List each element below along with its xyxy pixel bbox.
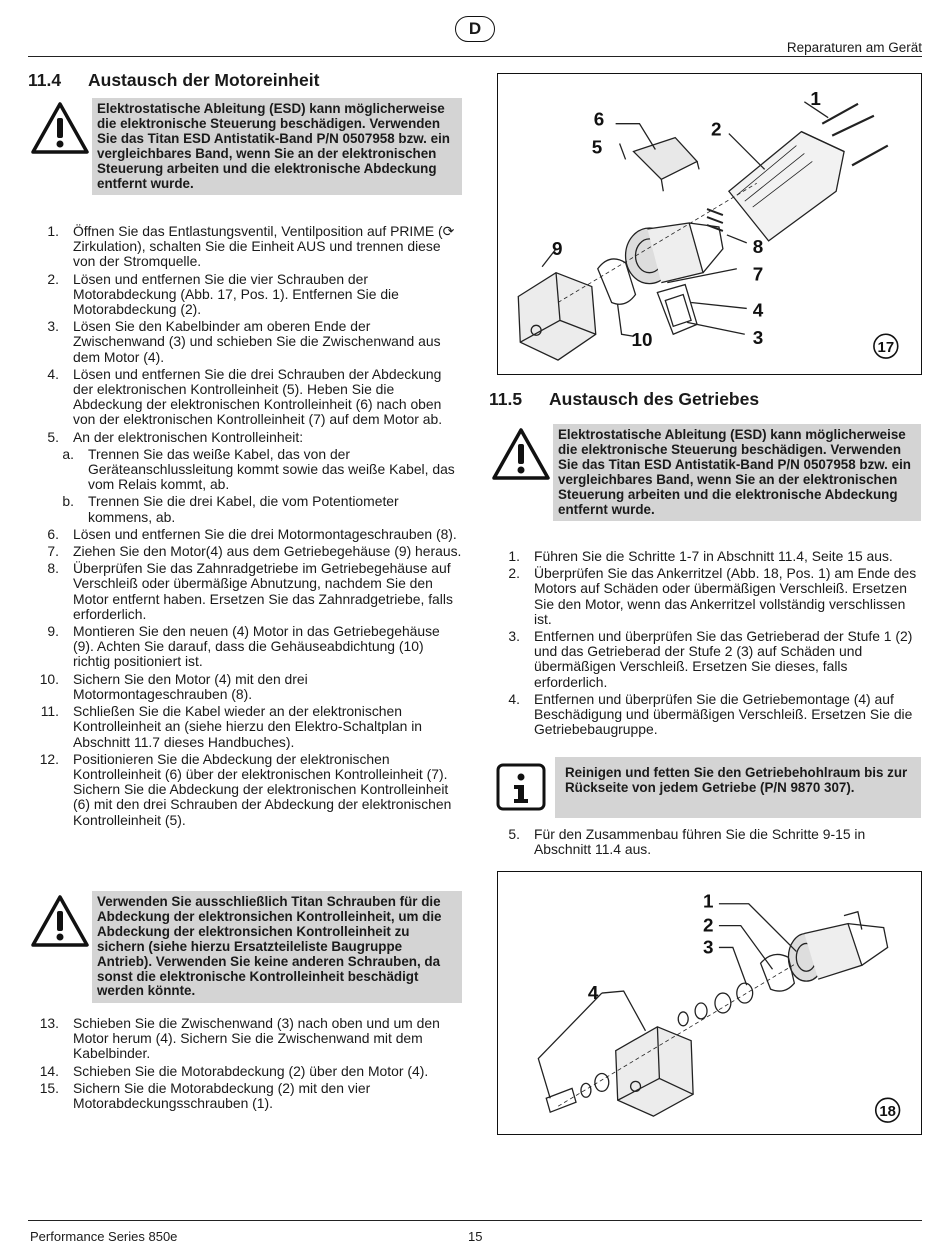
step-number: 14. xyxy=(39,1062,59,1079)
step-item xyxy=(28,624,464,670)
section-11-4-steps xyxy=(28,224,464,830)
step-item xyxy=(489,629,923,690)
info-icon xyxy=(495,757,555,818)
footer-divider xyxy=(28,1220,922,1221)
step-text: Entfernen und überprüfen Sie die Getriebemontage (4) auf Beschädigung und übermäßigen Verschleiß. Ersetzen Sie die Getriebebaugruppe. xyxy=(534,690,913,738)
step-item xyxy=(28,704,464,750)
step-item xyxy=(28,1081,464,1111)
step-number: 13. xyxy=(39,1015,59,1031)
step-text: Öffnen Sie das Entlastungsventil, Ventilposition auf PRIME (⟳ Zirkulation), schalten Sie die Einheit AUS und trennen diese von der Stromquelle. xyxy=(73,223,455,270)
step-item xyxy=(28,319,464,365)
step-number: 6. xyxy=(47,525,59,542)
step-number: 2. xyxy=(47,270,59,287)
language-badge: D xyxy=(455,16,495,42)
warning-text: Elektrostatische Ableitung (ESD) kann möglicherweise die elektronische Steuerung beschädigen. Verwenden Sie das Titan ESD Antistatik-Band P/N 0507958 bzw. ein vergleichbares Band, wenn Sie an der elektronischen Steuerung arbeiten und die elektronische Abdeckung entfernt wurde. xyxy=(553,424,921,521)
fig17-callout-1: 1 xyxy=(810,87,821,109)
step-text: Schieben Sie die Motorabdeckung (2) über den Motor (4). xyxy=(73,1062,429,1079)
step-text: Trennen Sie die drei Kabel, die vom Potentiometer kommens, ab. xyxy=(88,493,399,525)
figure-18-drawing xyxy=(498,872,921,1134)
step-number: 4. xyxy=(47,365,59,382)
step-number: 5. xyxy=(47,428,59,445)
section-title: Austausch der Motoreinheit xyxy=(88,70,320,90)
section-11-5-heading xyxy=(489,389,759,410)
fig17-callout-9: 9 xyxy=(552,237,563,259)
step-item xyxy=(28,367,464,428)
step-item xyxy=(489,566,923,627)
warning-icon xyxy=(489,424,553,521)
figure-17-motor-exploded-view xyxy=(497,73,922,375)
step-text: Entfernen und überprüfen Sie das Getrieberad der Stufe 1 (2) und das Getrieberad der Stufe 2 (3) auf Schäden und übermäßigen Verschleiß. Ersetzen Sie dieses, falls erforderlich. xyxy=(534,628,913,690)
fig17-callout-4: 4 xyxy=(752,299,764,321)
footer-product-name: Performance Series 850e xyxy=(30,1229,178,1244)
step-text: Führen Sie die Schritte 1-7 in Abschnitt 11.4, Seite 15 aus. xyxy=(534,548,893,564)
step-item xyxy=(489,692,923,738)
step-number: 4. xyxy=(508,690,520,707)
step-text: Überprüfen Sie das Ankerritzel (Abb. 18, Pos. 1) am Ende des Motors auf Schäden oder übermäßigen Verschleiß. Ersetzen Sie den Motor, wenn das Ankerritzel vollständig verschlissen ist. xyxy=(534,565,917,627)
fig17-callout-6: 6 xyxy=(593,108,605,130)
step-item xyxy=(28,224,464,270)
step-number: 11. xyxy=(40,703,59,720)
step-text: Schließen Sie die Kabel wieder an der elektronischen Kontrolleinheit an (siehe hierzu den Elektro-Schaltplan in Abschnitt 11.7 dieses Handbuches). xyxy=(73,703,423,750)
step-text: Lösen und entfernen Sie die drei Schrauben der Abdeckung der elektronischen Kontrolleinheit (5). Heben Sie die Abdeckung der elektronischen Kontrolleinheit (6) nach oben von der elektronischen Kontrolleinheit (7) auf dem Motor ab. xyxy=(73,365,443,428)
esd-warning xyxy=(28,98,462,195)
step-number: 12. xyxy=(39,750,59,767)
info-note xyxy=(495,757,923,818)
step-text: Lösen Sie den Kabelbinder am oberen Ende der Zwischenwand (3) und schieben Sie die Zwischenwand aus dem Motor (4). xyxy=(73,318,441,365)
step-text: Ziehen Sie den Motor(4) aus dem Getriebegehäuse (9) heraus. xyxy=(73,543,462,560)
section-number: 11.5 xyxy=(489,389,523,409)
section-11-5-steps-continued xyxy=(489,827,923,859)
section-11-4-steps-continued xyxy=(28,1016,464,1113)
header-section-title: Reparaturen am Gerät xyxy=(786,40,922,55)
step-number: 1. xyxy=(47,223,59,239)
section-number: 11.4 xyxy=(28,70,62,90)
step-text: Montieren Sie den neuen (4) Motor in das Getriebegehäuse (9). Achten Sie darauf, dass die Gehäuseabdichtung (10) richtig positioniert ist. xyxy=(73,623,440,670)
step-item xyxy=(28,672,464,702)
step-item xyxy=(489,549,923,564)
step-item xyxy=(28,1016,464,1062)
step-text: An der elektronischen Kontrolleinheit: xyxy=(73,428,304,445)
fig17-callout-8: 8 xyxy=(752,235,764,257)
step-text: Überprüfen Sie das Zahnradgetriebe im Getriebegehäuse auf Verschleiß oder übermäßige Abnutzung, nachdem Sie den Motor entfernt haben. Ersetzen Sie das Zahnradgetriebe, falls erforderlich. xyxy=(73,560,453,622)
info-note-text: Reinigen und fetten Sie den Getriebehohlraum bis zur Rückseite von jedem Getriebe (P/N 9870 307). xyxy=(555,757,921,818)
fig17-callout-7: 7 xyxy=(752,263,764,285)
fig18-callout-3: 3 xyxy=(703,936,714,958)
step-number: 5. xyxy=(508,826,520,842)
step-number: 8. xyxy=(47,560,59,577)
figure-18-gear-exploded-view xyxy=(497,871,922,1135)
footer-page-number: 15 xyxy=(468,1229,483,1244)
step-number: 1. xyxy=(508,548,520,564)
section-title: Austausch des Getriebes xyxy=(549,389,760,409)
step-text: Lösen und entfernen Sie die drei Motormontageschrauben (8). xyxy=(73,525,457,542)
step-text: Trennen Sie das weiße Kabel, das von der Geräteanschlussleitung kommt sowie das weiße Kabel, das vom Relais kommt, ab. xyxy=(88,445,455,493)
step-number: 10. xyxy=(39,670,59,687)
step-item xyxy=(28,447,464,493)
step-text: Positionieren Sie die Abdeckung der elektronischen Kontrolleinheit (6) über der elektronischen Kontrolleinheit (7). Sichern Sie die Abdeckung der elektronischen Kontrolleinheit (6) mit den drei Schrauben der Abdeckung der elektronischen Kontrolleinheit (5). xyxy=(73,750,452,828)
step-text: Für den Zusammenbau führen Sie die Schritte 9-15 in Abschnitt 11.4 aus. xyxy=(534,826,866,858)
step-item xyxy=(28,527,464,542)
step-item xyxy=(28,561,464,622)
step-item xyxy=(489,827,923,857)
step-item xyxy=(28,752,464,828)
step-item xyxy=(28,1064,464,1079)
step-text: Lösen und entfernen Sie die vier Schrauben der Motorabdeckung (Abb. 17, Pos. 1). Entfernen Sie die Motorabdeckung (2). xyxy=(73,270,399,318)
step-number: 2. xyxy=(508,565,520,582)
warning-icon xyxy=(28,98,92,195)
fig17-callout-3: 3 xyxy=(752,327,764,349)
fig18-callout-2: 2 xyxy=(703,914,714,936)
esd-warning-2 xyxy=(489,424,923,521)
screw-warning xyxy=(28,891,462,1003)
section-11-4-heading xyxy=(28,70,319,91)
fig17-callout-5: 5 xyxy=(591,136,603,158)
step-text: Sichern Sie den Motor (4) mit den drei Motormontageschrauben (8). xyxy=(73,670,308,702)
step-number: 3. xyxy=(508,628,520,645)
step-item xyxy=(28,272,464,318)
fig18-callout-4: 4 xyxy=(587,982,599,1004)
step-number: 7. xyxy=(47,543,59,560)
warning-text: Elektrostatische Ableitung (ESD) kann möglicherweise die elektronische Steuerung beschädigen. Verwenden Sie das Titan ESD Antistatik-Band P/N 0507958 bzw. ein vergleichbares Band, wenn Sie an der elektronischen Steuerung arbeiten und die elektronische Abdeckung entfernt wurde. xyxy=(92,98,462,195)
step-text: Schieben Sie die Zwischenwand (3) nach oben und um den Motor herum (4). Sichern Sie die Zwischenwand mit dem Kabelbinder. xyxy=(73,1015,440,1062)
fig17-callout-2: 2 xyxy=(710,118,722,140)
step-item xyxy=(28,494,464,524)
step-number: a. xyxy=(62,445,74,462)
step-number: 15. xyxy=(39,1079,59,1096)
figure-17-number: 17 xyxy=(877,340,895,357)
fig18-callout-1: 1 xyxy=(703,890,714,912)
fig17-callout-10: 10 xyxy=(631,329,653,351)
step-number: b. xyxy=(62,493,74,510)
step-text: Sichern Sie die Motorabdeckung (2) mit den vier Motorabdeckungsschrauben (1). xyxy=(73,1079,371,1112)
section-11-5-steps xyxy=(489,549,923,739)
figure-17-drawing xyxy=(498,74,921,374)
step-number: 3. xyxy=(47,318,59,335)
header-divider xyxy=(28,56,922,57)
figure-18-number: 18 xyxy=(879,1104,896,1121)
step-number: 9. xyxy=(47,623,59,640)
step-item xyxy=(28,430,464,445)
step-item xyxy=(28,544,464,559)
warning-icon xyxy=(28,891,92,1003)
warning-text: Verwenden Sie ausschließlich Titan Schrauben für die Abdeckung der elektronsichen Kontrolleinheit, um die Abdeckung der elektronsichen Kontrolleinheit zu sichern (siehe hierzu Ersatzteileliste Baugruppe Antrieb). Verwenden Sie keine anderen Schrauben, da sonst die elektronische Kontrolleinheit beschädigt werden könnte. xyxy=(92,891,462,1003)
